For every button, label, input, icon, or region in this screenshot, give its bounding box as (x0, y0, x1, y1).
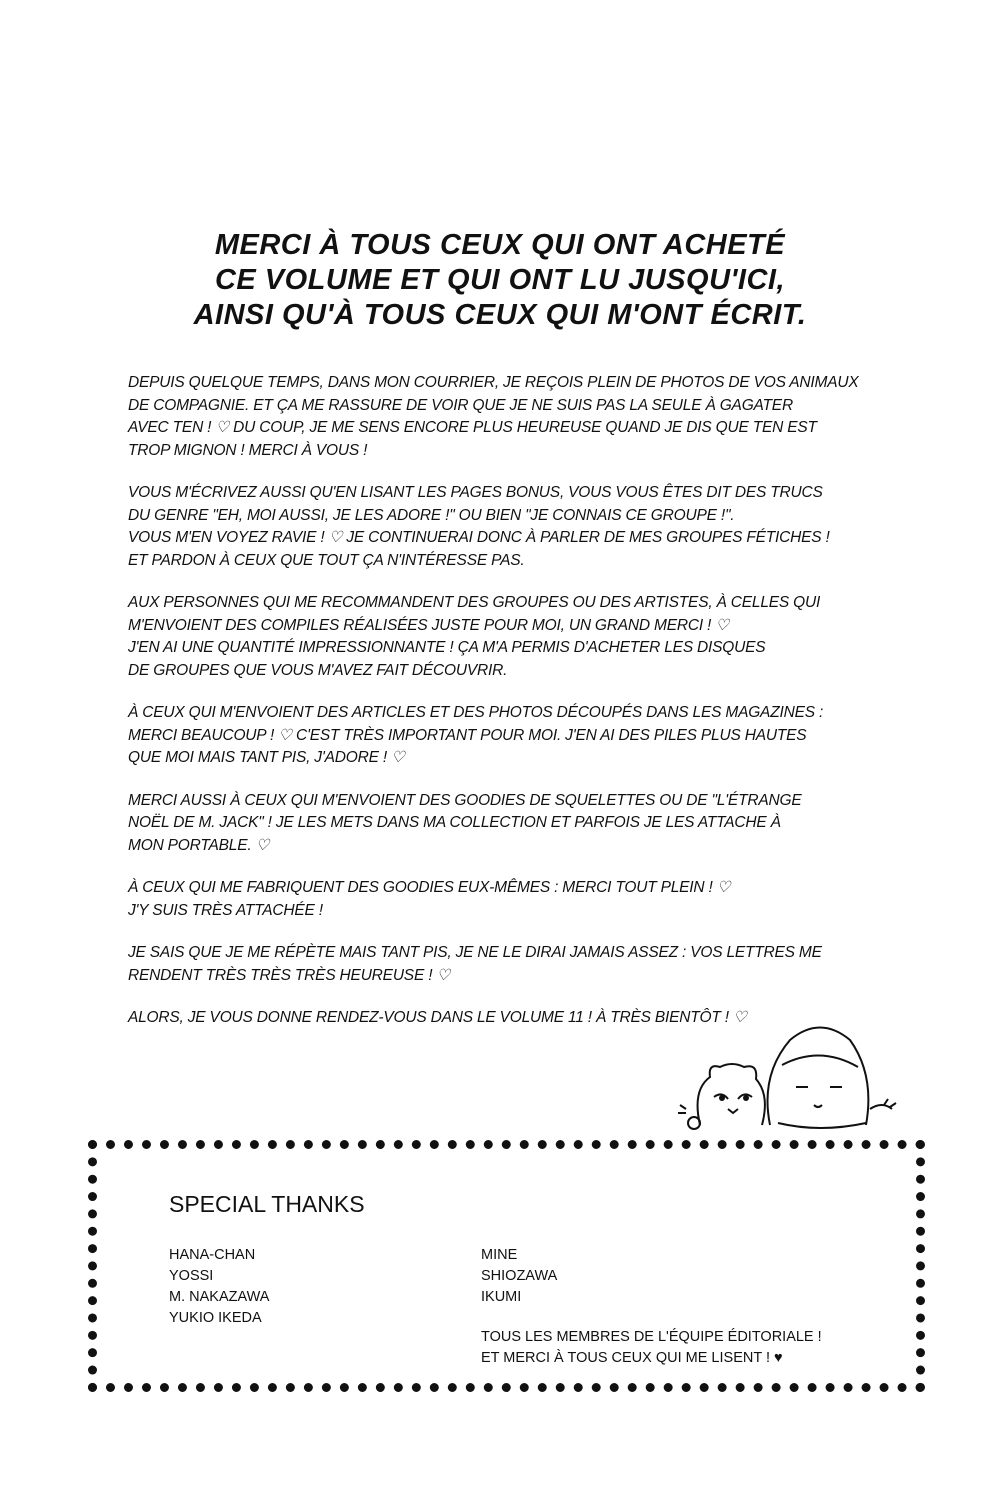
special-thanks-title: SPECIAL THANKS (169, 1191, 365, 1217)
thanks-name: HANA-CHAN (169, 1247, 256, 1263)
paragraph-line: MERCI AUSSI À CEUX QUI M'ENVOIENT DES GOODIES DE SQUELETTES OU DE "L'ÉTRANGE (128, 791, 802, 809)
thanks-column-2 (481, 1245, 557, 1308)
paragraph-line: DE COMPAGNIE. ET ÇA ME RASSURE DE VOIR QUE JE NE SUIS PAS LA SEULE À GAGATER (128, 396, 793, 414)
paragraph-line: MON PORTABLE. ♡ (128, 836, 270, 854)
paragraph (128, 592, 908, 682)
paragraph-line: NOËL DE M. JACK" ! JE LES METS DANS MA COLLECTION ET PARFOIS JE LES ATTACHE À (128, 814, 781, 831)
thanks-name: SHIOZAWA (481, 1268, 558, 1284)
headline-line: MERCI À TOUS CEUX QUI ONT ACHETÉ (214, 229, 786, 261)
thanks-name: MINE (481, 1247, 518, 1263)
paragraph-line: DU GENRE "EH, MOI AUSSI, JE LES ADORE !" OU BIEN "JE CONNAIS CE GROUPE !". (128, 506, 735, 524)
paragraph-line: À CEUX QUI M'ENVOIENT DES ARTICLES ET DES PHOTOS DÉCOUPÉS DANS LES MAGAZINES : (128, 704, 824, 721)
cat-drawing (698, 1064, 765, 1125)
paragraph (128, 790, 908, 858)
paragraph (128, 877, 908, 922)
paragraph-line: M'ENVOIENT DES COMPILES RÉALISÉES JUSTE POUR MOI, UN GRAND MERCI ! ♡ (128, 616, 729, 634)
cat-and-author-illustration (670, 1005, 910, 1135)
paragraph-line: ET PARDON À CEUX QUE TOUT ÇA N'INTÉRESSE PAS. (128, 551, 525, 569)
headline (0, 228, 1000, 333)
paragraph (128, 482, 908, 572)
headline-line: AINSI QU'À TOUS CEUX QUI M'ONT ÉCRIT. (193, 299, 807, 331)
paragraph-line: AUX PERSONNES QUI ME RECOMMANDENT DES GROUPES OU DES ARTISTES, À CELLES QUI (128, 594, 821, 611)
paragraph-line: DEPUIS QUELQUE TEMPS, DANS MON COURRIER, JE REÇOIS PLEIN DE PHOTOS DE VOS ANIMAUX (128, 374, 859, 391)
thanks-name: IKUMI (481, 1289, 522, 1305)
paragraph-line: MERCI BEAUCOUP ! ♡ C'EST TRÈS IMPORTANT POUR MOI. J'EN AI DES PILES PLUS HAUTES (128, 726, 807, 744)
special-thanks-box (88, 1140, 925, 1392)
thanks-name: YOSSI (169, 1268, 214, 1284)
paragraph-line: À CEUX QUI ME FABRIQUENT DES GOODIES EUX-MÊMES : MERCI TOUT PLEIN ! ♡ (128, 879, 731, 896)
paragraph-line: J'EN AI UNE QUANTITÉ IMPRESSIONNANTE ! ÇA M'A PERMIS D'ACHETER LES DISQUES (128, 639, 766, 656)
thanks-name: YUKIO IKEDA (169, 1310, 262, 1326)
headline-line: CE VOLUME ET QUI ONT LU JUSQU'ICI, (214, 264, 786, 296)
paragraph-line: VOUS M'ÉCRIVEZ AUSSI QU'EN LISANT LES PAGES BONUS, VOUS VOUS ÊTES DIT DES TRUCS (128, 484, 823, 501)
thanks-closing (481, 1327, 822, 1369)
closing-line: TOUS LES MEMBRES DE L'ÉQUIPE ÉDITORIALE ! (481, 1329, 822, 1345)
thanks-column-1 (169, 1245, 269, 1329)
paragraph-line: ALORS, JE VOUS DONNE RENDEZ-VOUS DANS LE VOLUME 11 ! À TRÈS BIENTÔT ! ♡ (128, 1009, 747, 1026)
paragraph-line: QUE MOI MAIS TANT PIS, J'ADORE ! ♡ (128, 749, 405, 766)
paragraph-line: AVEC TEN ! ♡ DU COUP, JE ME SENS ENCORE PLUS HEUREUSE QUAND JE DIS QUE TEN EST (128, 419, 817, 436)
paragraph (128, 942, 908, 987)
paragraph-line: JE SAIS QUE JE ME RÉPÈTE MAIS TANT PIS, JE NE LE DIRAI JAMAIS ASSEZ : VOS LETTRES ME (128, 944, 822, 961)
paragraph-line: RENDENT TRÈS TRÈS TRÈS HEUREUSE ! ♡ (128, 966, 451, 984)
author-drawing (768, 1028, 869, 1126)
paragraph (128, 702, 908, 770)
afterword-body (128, 372, 908, 1050)
closing-line: ET MERCI À TOUS CEUX QUI ME LISENT ! ♥ (481, 1350, 783, 1366)
paragraph-line: TROP MIGNON ! MERCI À VOUS ! (128, 441, 368, 459)
paragraph-line: J'Y SUIS TRÈS ATTACHÉE ! (128, 901, 323, 919)
thanks-name: M. NAKAZAWA (169, 1289, 270, 1305)
paragraph-line: VOUS M'EN VOYEZ RAVIE ! ♡ JE CONTINUERAI DONC À PARLER DE MES GROUPES FÉTICHES ! (128, 529, 830, 546)
paragraph (128, 372, 908, 462)
paragraph-line: DE GROUPES QUE VOUS M'AVEZ FAIT DÉCOUVRIR. (128, 661, 508, 679)
